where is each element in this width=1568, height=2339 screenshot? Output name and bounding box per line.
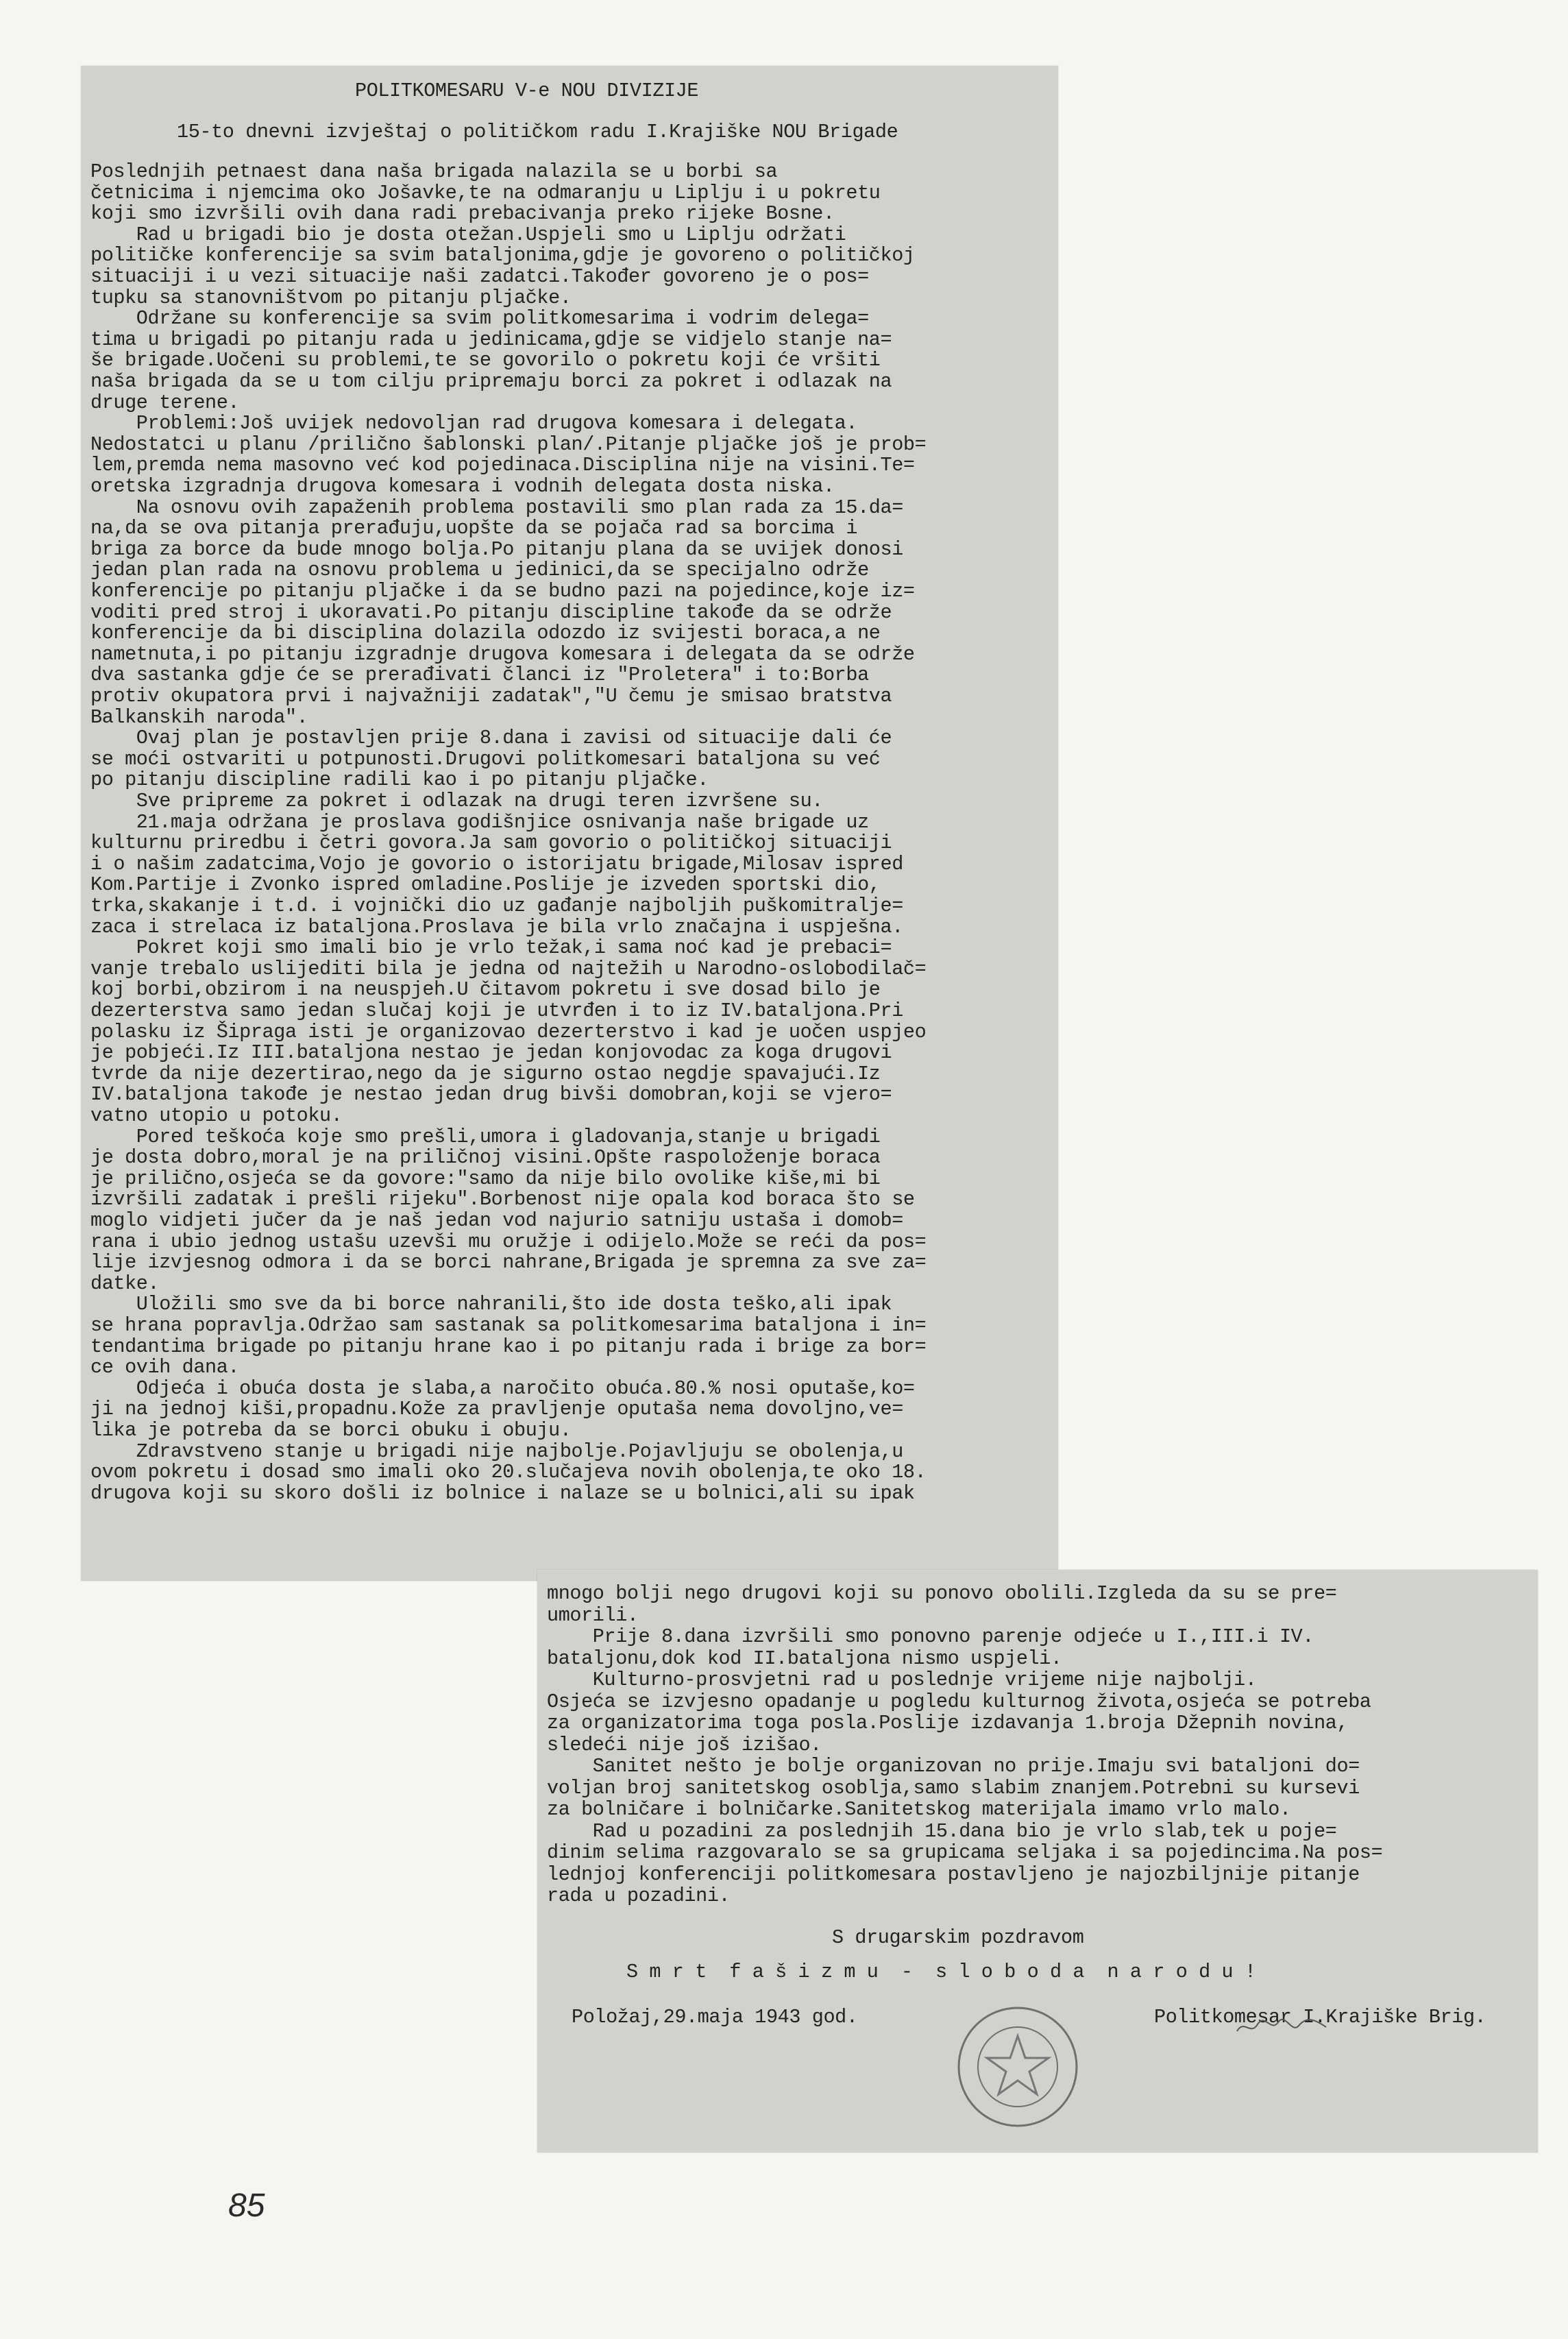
sheet-1-line: še brigade.Uočeni su problemi,te se govorilo o pokretu koji će vršiti (90, 349, 881, 372)
sheet-1-line: lika je potreba da se borci obuku i obuju. (90, 1419, 572, 1442)
sheet-2-line: sledeći nije još izišao. (547, 1733, 822, 1756)
sheet-1-line: se hrana popravlja.Održao sam sastanak sa politkomesarima bataljona i in= (90, 1314, 927, 1337)
sheet-1-line: tupku sa stanovništvom po pitanju pljačke. (90, 286, 572, 309)
sheet-1-line: datke. (90, 1272, 160, 1295)
sheet-1-line: četnicima i njemcima oko Jošavke,te na odmaranju u Liplju i u pokretu (90, 181, 881, 204)
sheet-1-line: Zdravstveno stanje u brigadi nije najbolje.Pojavljuju se obolenja,u (90, 1440, 903, 1463)
sheet-1-line: vanje trebalo uslijediti bila je jedna od najtežih u Narodno-oslobodilač= (90, 957, 927, 980)
signature-title: Politkomesar I.Krajiške Brig. (1154, 2006, 1486, 2028)
sheet-1-line: vatno utopio u potoku. (90, 1104, 343, 1127)
sheet-1-line: Na osnovu ovih zapaženih problema postavili smo plan rada za 15.da= (90, 496, 903, 519)
sheet-2-line: Osjeća se izvjesno opadanje u pogledu kulturnog života,osjeća se potreba (547, 1690, 1371, 1713)
sheet-1-line: tendantima brigade po pitanju hrane kao i po pitanju rada i brige za bor= (90, 1335, 927, 1358)
sheet-1-line: Rad u brigadi bio je dosta otežan.Uspjeli smo u Liplju održati (90, 223, 846, 246)
document-sheet-1 (81, 66, 1058, 1581)
place-date: Položaj,29.maja 1943 god. (572, 2006, 858, 2028)
sheet-1-line: voditi pred stroj i ukoravati.Po pitanju discipline takođe da se održe (90, 601, 892, 624)
sheet-2-line: Sanitet nešto je bolje organizovan no prije.Imaju svi bataljoni do= (547, 1755, 1360, 1778)
sheet-1-line: konferencije da bi disciplina dolazila odozdo iz svijesti boraca,a ne (90, 622, 881, 645)
sheet-1-line: po pitanju discipline radili kao i po pitanju pljačke. (90, 768, 709, 792)
sheet-1-line: političke konferencije sa svim bataljonima,gdje je govoreno o političkoj (90, 244, 915, 267)
sheet-1-line: lem,premda nema masovno već kod pojedinaca.Disciplina nije na visini.Te= (90, 454, 915, 477)
sheet-1-line: Nedostatci u planu /prilično šablonski plan/.Pitanje pljačke još je prob= (90, 433, 927, 456)
sheet-1-line: ovom pokretu i dosad smo imali oko 20.slučajeva novih obolenja,te oko 18. (90, 1461, 927, 1484)
sheet-2-line: voljan broj sanitetskog osoblja,samo slabim znanjem.Potrebni su kursevi (547, 1776, 1360, 1799)
sheet-2-line: Prije 8.dana izvršili smo ponovno parenje odjeće u I.,III.i IV. (547, 1625, 1314, 1648)
sheet-1-line: ji na jednoj kiši,propadnu.Kože za pravljenje oputaša nema dovoljno,ve= (90, 1398, 903, 1421)
sheet-2-line: Kulturno-prosvjetni rad u poslednje vrijeme nije najbolji. (547, 1669, 1257, 1691)
sheet-2-line: umorili. (547, 1603, 639, 1627)
sheet-1-line: nametnuta,i po pitanju izgradnje drugova komesara i delegata da se održe (90, 642, 915, 666)
closing-greeting: S drugarskim pozdravom (832, 1926, 1084, 1949)
sheet-2-text (537, 1570, 1486, 2028)
sheet-1-line: Pokret koji smo imali bio je vrlo težak,i sama noć kad je prebaci= (90, 936, 892, 960)
sheet-1-line: Poslednjih petnaest dana naša brigada nalazila se u borbi sa (90, 160, 778, 183)
handwritten-signature-icon (1234, 2012, 1330, 2039)
sheet-1-line: jedan plan rada na osnovu problema u jedinici,da se specijalno održe (90, 559, 869, 582)
sheet-2-line: rada u pozadini. (547, 1884, 731, 1907)
sheet-1-line: trka,skakanje i t.d. i vojnički dio uz gađanje najboljih puškomitralje= (90, 895, 903, 917)
sheet-1-line: tvrde da nije dezertirao,nego da je sigurno ostao negdje spavajući.Iz (90, 1062, 881, 1085)
sheet-1-line: koji smo izvršili ovih dana radi prebacivanja preko rijeke Bosne. (90, 202, 835, 226)
sheet-1-line: dezerterstva samo jedan slučaj koji je utvrđen i to iz IV.bataljona.Pri (90, 999, 903, 1022)
sheet-1-line: Uložili smo sve da bi borce nahranili,što ide dosta teško,ali ipak (90, 1293, 892, 1316)
sheet-1-line: moglo vidjeti jučer da je naš jedan vod najurio satniju ustaša i domob= (90, 1209, 903, 1232)
sheet-2-line: dinim selima razgovaralo se sa grupicama seljaka i sa pojedincima.Na pos= (547, 1841, 1383, 1864)
sheet-1-line: Kom.Partije i Zvonko ispred omladine.Poslije je izveden sportski dio, (90, 873, 881, 897)
sheet-1-line: protiv okupatora prvi i najvažniji zadatak","U čemu je smisao bratstva (90, 685, 892, 707)
sheet-2-line: za organizatorima toga posla.Poslije izdavanja 1.broja Džepnih novina, (547, 1712, 1349, 1734)
document-title: 15-to dnevni izvještaj o političkom radu I.Krajiške NOU Brigade (177, 121, 898, 143)
closing-slogan: S m r t f a š i z m u - s l o b o d a n a r o d u ! (626, 1961, 1256, 1983)
sheet-2-line: za bolničare i bolničarke.Sanitetskog materijala imamo vrlo malo. (547, 1798, 1291, 1821)
sheet-1-line: tima u brigadi po pitanju rada u jedinicama,gdje se vidjelo stanje na= (90, 328, 892, 351)
sheet-1-text (81, 66, 927, 1505)
sheet-1-line: 21.maja održana je proslava godišnjice osnivanja naše brigade uz (90, 810, 869, 834)
sheet-1-line: zaca i strelaca iz bataljona.Proslava je bila vrlo značajna i uspješna. (90, 915, 903, 938)
sheet-1-line: briga za borce da bude mnogo bolja.Po pitanju plana da se uvijek donosi (90, 537, 903, 561)
sheet-1-line: Održane su konferencije sa svim politkomesarima i vodrim delega= (90, 307, 869, 330)
sheet-1-line: druge terene. (90, 391, 240, 414)
sheet-1-line: drugova koji su skoro došli iz bolnice i nalaze se u bolnici,ali su ipak (90, 1481, 915, 1505)
sheet-1-line: situaciji i u vezi situacije naši zadatci.Također govoreno je o pos= (90, 265, 869, 288)
sheet-1-line: na,da se ova pitanja prerađuju,uopšte da se pojača rad sa borcima i (90, 517, 858, 540)
sheet-1-line: se moći ostvariti u potpunosti.Drugovi politkomesari bataljona su već (90, 747, 881, 771)
sheet-2-line: lednjoj konferenciji politkomesara postavljeno je najozbiljnije pitanje (547, 1863, 1360, 1886)
stamp-seal-icon (953, 2002, 1083, 2132)
sheet-1-line: koj borbi,obzirom i na neuspjeh.U čitavom pokretu i sve dosad bilo je (90, 978, 881, 1002)
sheet-1-line: Balkanskih naroda". (90, 705, 308, 729)
sheet-1-line: konferencije po pitanju pljačke i da se budno pazi na pojedince,koje iz= (90, 580, 915, 603)
sheet-1-line: i o našim zadatcima,Vojo je govorio o istorijatu brigade,Milosav ispred (90, 852, 903, 875)
sheet-1-line: izvršili zadatak i prešli rijeku".Borbenost nije opala kod boraca što se (90, 1188, 915, 1211)
sheet-1-line: polasku iz Šipraga isti je organizovao dezerterstvo i kad je uočen uspjeo (90, 1020, 927, 1043)
sheet-1-line: je prilično,osjeća se da govore:"samo da nije bilo ovolike kiše,mi bi (90, 1167, 881, 1190)
sheet-1-line: Pored teškoća koje smo prešli,umora i gladovanja,stanje u brigadi (90, 1125, 881, 1148)
sheet-1-line: IV.bataljona takođe je nestao jedan drug bivši domobran,koji se vjero= (90, 1083, 892, 1106)
sheet-1-line: dva sastanka gdje će se prerađivati članci iz "Proletera" i to:Borba (90, 664, 869, 687)
sheet-1-line: lije izvjesnog odmora i da se borci nahrane,Brigada je spremna za sve za= (90, 1251, 927, 1274)
sheet-1-line: rana i ubio jednog ustašu uzevši mu oružje i odijelo.Može se reći da pos= (90, 1230, 927, 1253)
document-header: POLITKOMESARU V-e NOU DIVIZIJE (355, 80, 699, 102)
sheet-2-line: Rad u pozadini za poslednjih 15.dana bio je vrlo slab,tek u poje= (547, 1819, 1337, 1843)
sheet-1-line: Odjeća i obuća dosta je slaba,a naročito obuća.80.% nosi oputaše,ko= (90, 1377, 915, 1400)
sheet-1-line: je pobjeći.Iz III.bataljona nestao je jedan konjovodac za koga drugovi (90, 1041, 892, 1065)
sheet-2-line: mnogo bolji nego drugovi koji su ponovo obolili.Izgleda da su se pre= (547, 1582, 1337, 1605)
sheet-1-line: Sve pripreme za pokret i odlazak na drugi teren izvršene su. (90, 790, 823, 812)
sheet-1-line: Problemi:Još uvijek nedovoljan rad drugova komesara i delegata. (90, 412, 858, 435)
sheet-1-line: je dosta dobro,moral je na priličnoj visini.Opšte raspoloženje boraca (90, 1146, 881, 1170)
page-number: 85 (228, 2187, 265, 2224)
sheet-1-line: ce ovih dana. (90, 1356, 240, 1379)
sheet-1-line: naša brigada da se u tom cilju pripremaju borci za pokret i odlazak na (90, 370, 892, 393)
sheet-1-line: Ovaj plan je postavljen prije 8.dana i zavisi od situacije dali će (90, 727, 892, 750)
sheet-2-line: bataljonu,dok kod II.bataljona nismo uspjeli. (547, 1647, 1062, 1670)
sheet-1-line: kulturnu priredbu i četri govora.Ja sam govorio o političkoj situaciji (90, 832, 892, 855)
sheet-1-line: oretska izgradnja drugova komesara i vodnih delegata dosta niska. (90, 475, 835, 498)
